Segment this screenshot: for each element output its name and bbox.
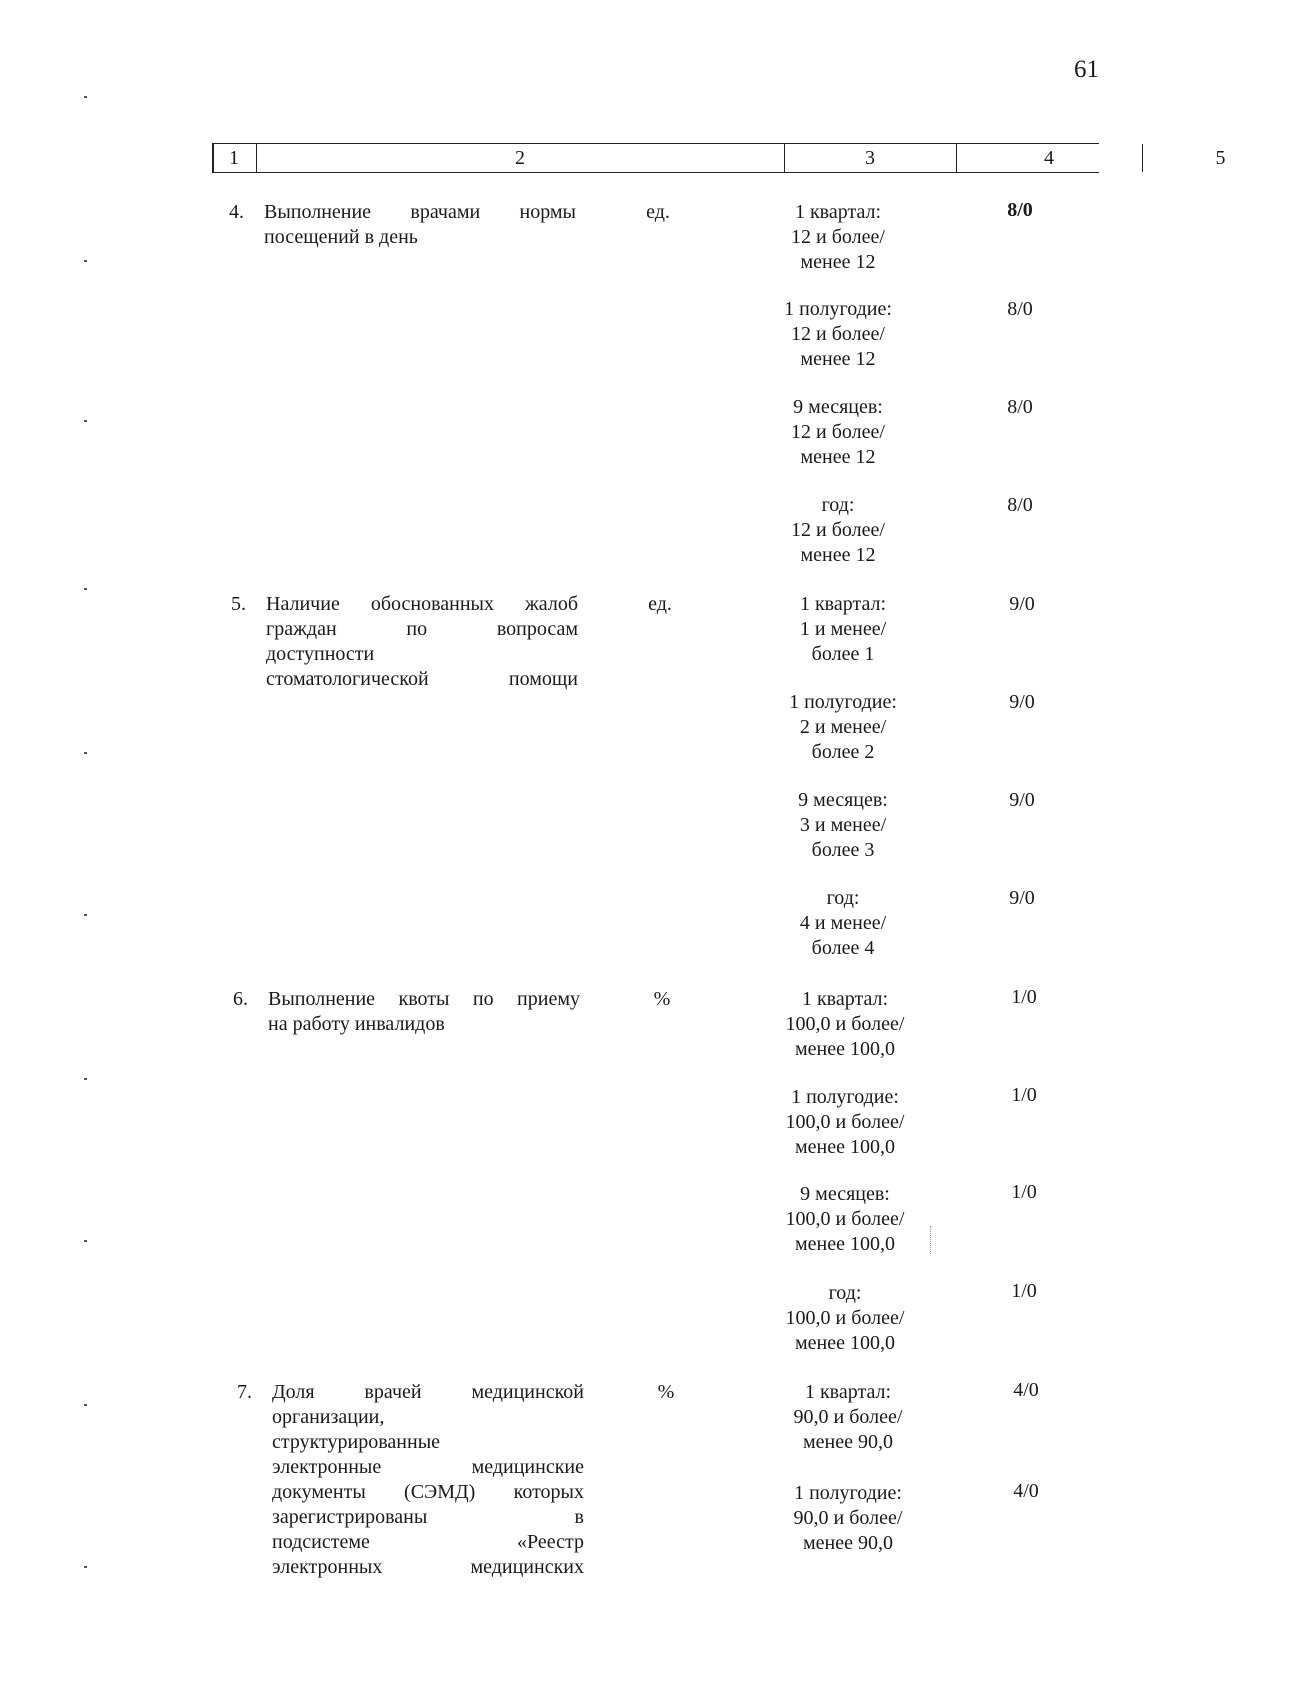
period-threshold: год: 100,0 и более/ менее 100,0	[785, 1282, 905, 1354]
scan-mark	[84, 1566, 87, 1568]
score: 8/0	[1007, 396, 1033, 418]
period-threshold: 9 месяцев: 3 и менее/ более 3	[798, 789, 888, 861]
period-threshold: 9 месяцев: 12 и более/ менее 12	[791, 396, 885, 468]
indicator-name	[264, 200, 576, 250]
score: 8/0	[1007, 199, 1033, 221]
indicator-name: Доля врачей медицинской организации, структурированные электронные медицинские документы (СЭМД) которых зарегистрированы в подсистеме «Реестр электронных медицинских	[272, 1381, 584, 1578]
unit: %	[653, 988, 671, 1010]
period-threshold: 1 полугодие: 90,0 и более/ менее 90,0	[793, 1482, 903, 1554]
row-number: 5.	[231, 593, 246, 615]
indicator-name-line: посещений в день	[264, 226, 418, 248]
score: 8/0	[1007, 298, 1033, 320]
unit: ед.	[648, 593, 672, 615]
scan-mark	[84, 1404, 87, 1406]
period-threshold: год: 4 и менее/ более 4	[799, 887, 887, 959]
score: 9/0	[1009, 887, 1035, 909]
period-threshold: год: 12 и более/ менее 12	[791, 494, 885, 566]
indicator-name-line: Выполнение врачами нормы	[264, 201, 576, 223]
scan-mark	[84, 588, 87, 590]
period-threshold: 9 месяцев: 100,0 и более/ менее 100,0	[785, 1183, 905, 1255]
header-col-1: 1	[212, 144, 257, 172]
header-col-3: 3	[784, 144, 957, 172]
score: 4/0	[1013, 1379, 1039, 1401]
period-threshold: 1 полугодие: 12 и более/ менее 12	[784, 298, 892, 370]
unit: ед.	[646, 201, 670, 223]
period-threshold: 1 полугодие: 100,0 и более/ менее 100,0	[785, 1086, 905, 1158]
period-threshold: 1 квартал: 100,0 и более/ менее 100,0	[785, 988, 905, 1060]
unit: %	[657, 1381, 675, 1403]
page-number: 61	[1074, 56, 1099, 83]
score: 1/0	[1011, 1280, 1037, 1302]
score: 8/0	[1007, 494, 1033, 516]
scan-mark	[84, 420, 87, 422]
scan-artifact	[930, 1226, 932, 1254]
row-number: 4.	[229, 201, 244, 223]
scan-mark	[84, 96, 87, 98]
period-threshold: 1 квартал: 12 и более/ менее 12	[791, 201, 885, 273]
scan-mark	[84, 752, 87, 754]
header-col-4: 4	[956, 144, 1143, 172]
score: 9/0	[1009, 593, 1035, 615]
row-number: 6.	[233, 988, 248, 1010]
indicator-name: Наличие обоснованных жалоб граждан по вопросам доступности стоматологической помощи	[266, 593, 578, 690]
period-threshold: 1 квартал: 90,0 и более/ менее 90,0	[793, 1381, 903, 1453]
header-col-5: 5	[1215, 147, 1226, 169]
score: 9/0	[1009, 789, 1035, 811]
table-header-row	[212, 143, 1226, 173]
scan-mark	[84, 914, 87, 916]
indicator-name: Выполнение квоты по приему на работу инвалидов	[268, 988, 580, 1035]
score: 1/0	[1011, 1084, 1037, 1106]
period-threshold: 1 полугодие: 2 и менее/ более 2	[789, 691, 897, 763]
score: 1/0	[1011, 986, 1037, 1008]
row-number: 7.	[237, 1381, 252, 1403]
score: 4/0	[1013, 1480, 1039, 1502]
scan-mark	[84, 1240, 87, 1242]
scan-mark	[84, 1078, 87, 1080]
scan-mark	[84, 260, 87, 262]
score: 1/0	[1011, 1181, 1037, 1203]
score: 9/0	[1009, 691, 1035, 713]
header-col-2: 2	[256, 144, 785, 172]
period-threshold: 1 квартал: 1 и менее/ более 1	[799, 593, 887, 665]
